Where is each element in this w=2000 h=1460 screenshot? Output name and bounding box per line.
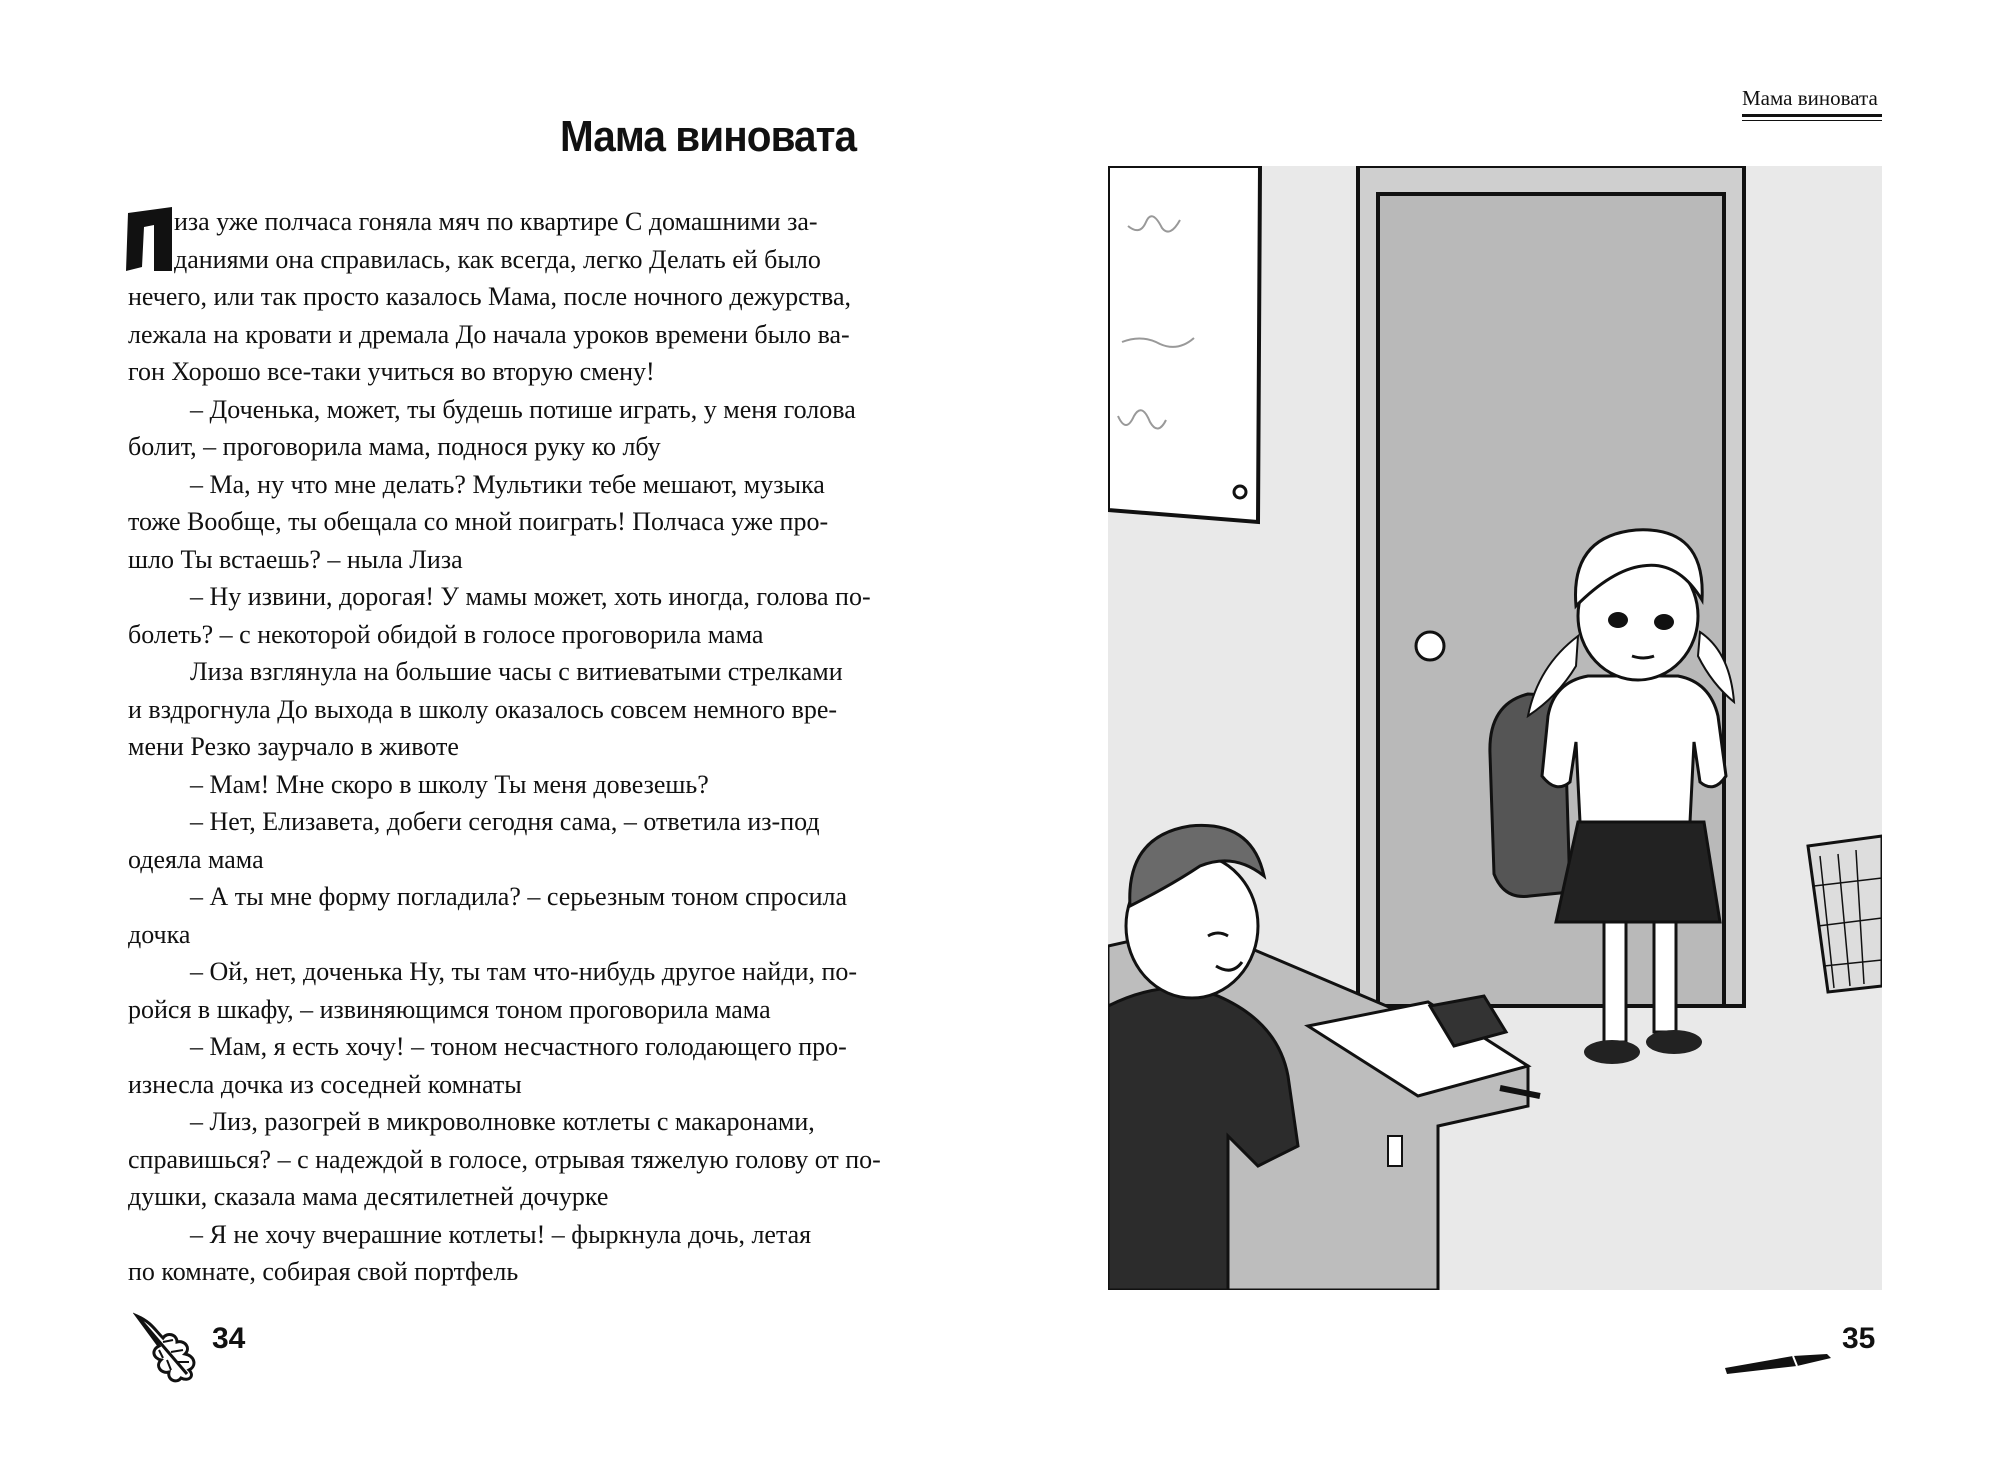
text-line: – Доченька, может, ты будешь потише играть, у меня голова xyxy=(190,394,856,424)
text-line: нечего, или так просто казалось Мама, после ночного дежурства, xyxy=(128,282,851,311)
page-number-left: 34 xyxy=(212,1322,246,1355)
right-page xyxy=(1000,0,2000,1460)
text-line: – Нет, Елизавета, добеги сегодня сама, – ответила из-под xyxy=(190,807,820,836)
text-line: болеть? – с некоторой обидой в голосе проговорила мама xyxy=(128,619,764,649)
chapter-title: Мама виновата xyxy=(560,112,857,161)
text-line: – Мам! Мне скоро в школу Ты меня довезешь? xyxy=(190,769,709,799)
text-line: даниями она справилась, как всегда, легко Делать ей было xyxy=(174,244,821,274)
running-head-rule-thin xyxy=(1742,120,1882,121)
text-line: мени Резко заурчало в животе xyxy=(128,732,459,761)
text-line: ройся в шкафу, – извиняющимся тоном проговорила мама xyxy=(128,994,771,1024)
text-line: душки, сказала мама десятилетней дочурке xyxy=(128,1182,609,1211)
illustration-girl-at-door xyxy=(1108,166,1882,1290)
text-line: одеяла мама xyxy=(128,844,264,874)
text-line: по комнате, собирая свой портфель xyxy=(128,1257,519,1286)
text-line: гон Хорошо все-таки учиться во вторую смену! xyxy=(128,357,655,386)
text-line: – А ты мне форму погладила? – серьезным тоном спросила xyxy=(190,882,848,911)
text-line: – Ма, ну что мне делать? Мультики тебе мешают, музыка xyxy=(190,469,825,499)
text-line: иза уже полчаса гоняла мяч по квартире С домашними за- xyxy=(174,207,818,236)
text-line: болит, – проговорила мама, поднося руку ко лбу xyxy=(128,432,661,461)
text-line: – Мам, я есть хочу! – тоном несчастного голодающего про- xyxy=(190,1032,847,1061)
text-line: – Лиз, разогрей в микроволновке котлеты с макаронами, xyxy=(190,1107,815,1136)
text-line: – Я не хочу вчерашние котлеты! – фыркнула дочь, летая xyxy=(190,1219,812,1249)
oak-leaf-icon xyxy=(133,1312,205,1384)
chapter-body-text xyxy=(128,203,898,1291)
text-line: справишься? – с надеждой в голосе, отрывая тяжелую голову от по- xyxy=(128,1144,881,1174)
text-line: дочка xyxy=(128,919,191,949)
text-line: тоже Вообще, ты обещала со мной поиграть! Полчаса уже про- xyxy=(128,507,829,536)
running-head-rule xyxy=(1742,114,1882,117)
text-line: и вздрогнула До выхода в школу оказалось совсем немного вре- xyxy=(128,694,838,724)
text-line: изнесла дочка из соседней комнаты xyxy=(128,1069,522,1099)
text-line: – Ой, нет, доченька Ну, ты там что-нибудь другое найди, по- xyxy=(190,957,858,986)
text-line: лежала на кровати и дремала До начала уроков времени было ва- xyxy=(128,319,850,349)
page-number-right: 35 xyxy=(1842,1322,1876,1355)
text-line: – Ну извини, дорогая! У мамы может, хоть иногда, голова по- xyxy=(190,582,871,611)
text-line: шло Ты встаешь? – ныла Лиза xyxy=(128,544,463,574)
text-line: Лиза взглянула на большие часы с витиеватыми стрелками xyxy=(190,657,843,686)
fountain-pen-icon xyxy=(1723,1348,1833,1374)
running-head: Мама виновата xyxy=(1742,86,1878,110)
